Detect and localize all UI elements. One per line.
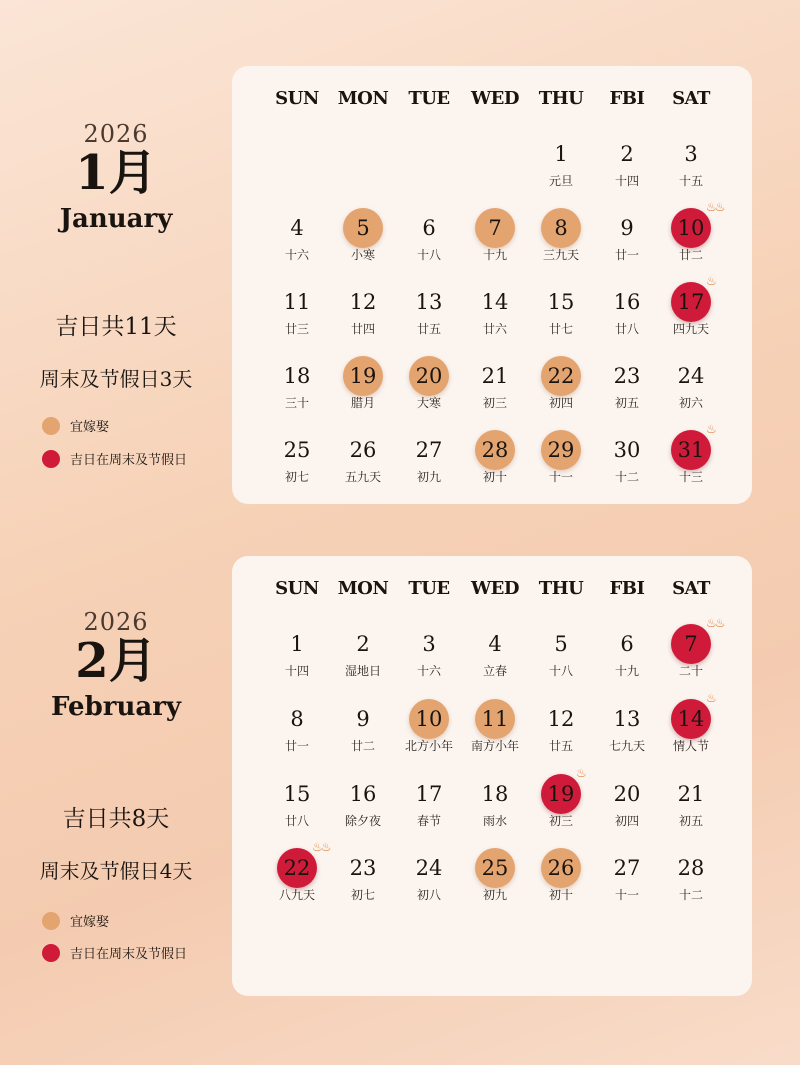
day-number: 26	[349, 438, 377, 462]
day-cell[interactable]	[328, 282, 398, 348]
lunar-label: 廿四	[350, 322, 375, 336]
lunar-label: 初四	[614, 814, 639, 828]
lunar-label: 十九	[482, 248, 507, 262]
day-number: 12	[349, 290, 377, 314]
lunar-label: 除夕夜	[344, 814, 381, 828]
fire-icon: ♨	[706, 422, 715, 436]
day-cell[interactable]	[460, 699, 530, 765]
weekday-header-wed: WED	[470, 578, 520, 599]
day-cell[interactable]	[526, 208, 596, 274]
day-cell[interactable]	[460, 208, 530, 274]
day-cell[interactable]	[394, 774, 464, 840]
weekday-header-thu: THU	[538, 88, 584, 109]
day-cell[interactable]	[592, 699, 662, 765]
month-cn-label: 2月	[75, 633, 157, 689]
lunar-label: 小寒	[350, 248, 375, 262]
day-cell[interactable]	[592, 848, 662, 914]
lunar-label: 廿五	[548, 739, 573, 753]
lunar-label: 二十	[678, 664, 703, 678]
day-number: 6	[620, 632, 634, 656]
day-number: 3	[422, 632, 436, 656]
good-days-summary	[0, 308, 232, 341]
lunar-label: 初四	[548, 396, 573, 410]
day-cell[interactable]	[656, 356, 726, 422]
weekday-header-fbi: FBI	[609, 88, 645, 109]
day-cell[interactable]	[526, 430, 596, 496]
day-number: 21	[481, 364, 509, 388]
day-number: 31	[677, 438, 705, 462]
day-number: 30	[613, 438, 641, 462]
day-number: 25	[481, 856, 509, 880]
legend-orange-label: 宜嫁娶	[70, 915, 110, 930]
day-number: 19	[547, 782, 575, 806]
legend-red	[42, 943, 187, 962]
orange-dot-icon	[42, 912, 60, 930]
weekday-header-tue: TUE	[408, 88, 450, 109]
day-cell[interactable]	[262, 356, 332, 422]
day-cell[interactable]	[592, 356, 662, 422]
day-cell[interactable]	[656, 134, 726, 200]
weekend-summary	[0, 855, 232, 884]
day-number: 17	[415, 782, 443, 806]
lunar-label: 初五	[678, 814, 703, 828]
weekday-header-mon: MON	[337, 578, 389, 599]
legend-red-label: 吉日在周末及节假日	[70, 453, 188, 468]
lunar-label: 廿八	[284, 814, 309, 828]
day-cell[interactable]	[592, 208, 662, 274]
day-cell[interactable]	[526, 848, 596, 914]
day-cell[interactable]	[526, 766, 596, 840]
year-label: 2026	[83, 608, 149, 636]
lunar-label: 初七	[284, 470, 309, 484]
day-cell[interactable]	[328, 208, 398, 274]
day-number: 14	[677, 707, 705, 731]
day-number: 4	[488, 632, 502, 656]
lunar-label: 初十	[548, 888, 573, 902]
lunar-label: 廿二	[350, 739, 375, 753]
lunar-label: 十四	[614, 174, 639, 188]
day-cell[interactable]	[460, 356, 530, 422]
day-number: 17	[677, 290, 705, 314]
lunar-label: 十一	[614, 888, 639, 902]
weekday-header-wed: WED	[470, 88, 520, 109]
day-number: 18	[481, 782, 509, 806]
fire-icon: ♨	[706, 691, 715, 705]
lunar-label: 初三	[482, 396, 507, 410]
day-cell[interactable]	[394, 356, 464, 422]
lunar-label: 廿三	[284, 322, 309, 336]
weekday-header-tue: TUE	[408, 578, 450, 599]
lunar-label: 十六	[284, 248, 309, 262]
day-number: 15	[283, 782, 311, 806]
day-cell[interactable]	[328, 430, 398, 496]
day-cell[interactable]	[328, 356, 398, 422]
legend-orange-label: 宜嫁娶	[70, 420, 110, 435]
lunar-label: 湿地日	[344, 664, 381, 678]
lunar-label: 三十	[284, 396, 309, 410]
red-dot-icon	[42, 450, 60, 468]
lunar-label: 三九天	[542, 248, 579, 262]
lunar-label: 初九	[416, 470, 441, 484]
lunar-label: 十三	[678, 470, 703, 484]
day-number: 1	[290, 632, 304, 656]
weekday-header-sat: SAT	[672, 88, 710, 109]
day-cell[interactable]	[262, 208, 332, 274]
lunar-label: 初十	[482, 470, 507, 484]
month-en-label: February	[50, 692, 181, 723]
day-cell[interactable]	[460, 774, 530, 840]
red-dot-icon	[42, 944, 60, 962]
legend-red	[42, 449, 187, 468]
weekday-header-sat: SAT	[672, 578, 710, 599]
day-number: 2	[356, 632, 370, 656]
day-number: 9	[356, 707, 370, 731]
lunar-label: 腊月	[350, 396, 375, 410]
fire-icon: ♨♨	[706, 616, 724, 630]
orange-dot-icon	[42, 417, 60, 435]
day-cell[interactable]	[526, 134, 596, 200]
lunar-label: 初五	[614, 396, 639, 410]
day-cell[interactable]	[592, 774, 662, 840]
day-number: 12	[547, 707, 575, 731]
day-cell[interactable]	[328, 848, 398, 914]
fire-icon: ♨	[706, 274, 715, 288]
day-number: 24	[415, 856, 443, 880]
lunar-label: 北方小年	[404, 739, 453, 753]
lunar-label: 春节	[416, 814, 441, 828]
day-number: 20	[415, 364, 443, 388]
calendar-card-january	[232, 66, 752, 504]
lunar-label: 十四	[284, 664, 309, 678]
day-number: 21	[677, 782, 705, 806]
lunar-label: 五九天	[344, 470, 381, 484]
day-cell[interactable]	[592, 430, 662, 496]
day-cell[interactable]	[394, 208, 464, 274]
day-cell[interactable]	[460, 624, 530, 690]
day-number: 23	[613, 364, 641, 388]
year-label: 2026	[83, 120, 149, 148]
lunar-label: 南方小年	[470, 739, 519, 753]
day-cell[interactable]	[394, 848, 464, 914]
day-number: 5	[554, 632, 568, 656]
month-cn-label: 1月	[75, 145, 157, 201]
day-cell[interactable]	[656, 848, 726, 914]
day-number: 13	[613, 707, 641, 731]
lunar-label: 初七	[350, 888, 375, 902]
lunar-label: 十二	[614, 470, 639, 484]
day-number: 9	[620, 216, 634, 240]
day-cell[interactable]	[262, 624, 332, 690]
day-number: 13	[415, 290, 443, 314]
weekday-header-thu: THU	[538, 578, 584, 599]
fire-icon: ♨♨	[312, 840, 330, 854]
lunar-label: 十八	[548, 664, 573, 678]
lunar-label: 廿七	[548, 322, 573, 336]
lunar-label: 廿一	[614, 248, 639, 262]
day-cell[interactable]	[394, 282, 464, 348]
day-number: 22	[547, 364, 575, 388]
day-number: 4	[290, 216, 304, 240]
day-number: 10	[415, 707, 443, 731]
good-days-count: 吉日共8天	[62, 806, 170, 832]
lunar-label: 七九天	[608, 739, 645, 753]
good-days-count: 吉日共11天	[55, 314, 177, 340]
day-number: 10	[677, 216, 705, 240]
day-cell[interactable]	[592, 134, 662, 200]
day-cell[interactable]	[656, 274, 726, 348]
lunar-label: 情人节	[672, 739, 709, 753]
day-cell[interactable]	[262, 774, 332, 840]
lunar-label: 十六	[416, 664, 441, 678]
month-en-label: January	[59, 204, 173, 235]
day-cell[interactable]	[526, 356, 596, 422]
day-cell[interactable]	[394, 699, 464, 765]
day-cell[interactable]	[328, 624, 398, 690]
lunar-label: 立春	[482, 664, 507, 678]
fire-icon: ♨♨	[706, 200, 724, 214]
day-number: 25	[283, 438, 311, 462]
legend-orange	[42, 416, 109, 435]
day-cell[interactable]	[592, 624, 662, 690]
lunar-label: 廿五	[416, 322, 441, 336]
day-cell[interactable]	[526, 282, 596, 348]
month-side-panel	[0, 120, 232, 234]
weekday-header-sun: SUN	[275, 88, 319, 109]
lunar-label: 廿一	[284, 739, 309, 753]
lunar-label: 十八	[416, 248, 441, 262]
lunar-label: 十九	[614, 664, 639, 678]
day-cell[interactable]	[656, 200, 726, 274]
day-number: 11	[481, 707, 509, 731]
day-number: 15	[547, 290, 575, 314]
day-number: 23	[349, 856, 377, 880]
day-cell[interactable]	[394, 624, 464, 690]
lunar-label: 初三	[548, 814, 573, 828]
weekday-header-fbi: FBI	[609, 578, 645, 599]
day-number: 26	[547, 856, 575, 880]
day-cell[interactable]	[526, 699, 596, 765]
lunar-label: 初九	[482, 888, 507, 902]
day-number: 5	[356, 216, 370, 240]
day-cell[interactable]	[394, 430, 464, 496]
day-cell[interactable]	[656, 422, 726, 496]
day-number: 2	[620, 142, 634, 166]
good-days-summary	[0, 800, 232, 833]
day-number: 20	[613, 782, 641, 806]
weekend-holiday-count: 周末及节假日3天	[39, 367, 193, 391]
day-cell[interactable]	[460, 430, 530, 496]
day-number: 7	[684, 632, 698, 656]
day-number: 3	[684, 142, 698, 166]
day-cell[interactable]	[592, 282, 662, 348]
day-number: 22	[283, 856, 311, 880]
lunar-label: 八九天	[278, 888, 315, 902]
day-cell[interactable]	[262, 430, 332, 496]
lunar-label: 四九天	[672, 322, 709, 336]
day-cell[interactable]	[262, 840, 332, 914]
lunar-label: 初八	[416, 888, 441, 902]
day-cell[interactable]	[656, 774, 726, 840]
day-number: 27	[415, 438, 443, 462]
day-cell[interactable]	[328, 774, 398, 840]
day-number: 8	[554, 216, 568, 240]
day-number: 6	[422, 216, 436, 240]
day-cell[interactable]	[262, 699, 332, 765]
day-number: 14	[481, 290, 509, 314]
legend-orange	[42, 911, 109, 930]
day-cell[interactable]	[656, 616, 726, 690]
day-cell[interactable]	[328, 699, 398, 765]
weekday-header-mon: MON	[337, 88, 389, 109]
calendar-card-february	[232, 556, 752, 996]
day-number: 27	[613, 856, 641, 880]
lunar-label: 雨水	[482, 814, 507, 828]
month-side-panel	[0, 608, 232, 722]
lunar-label: 元旦	[548, 174, 573, 188]
fire-icon: ♨	[576, 766, 585, 780]
day-cell[interactable]	[262, 282, 332, 348]
day-cell[interactable]	[460, 848, 530, 914]
weekend-holiday-count: 周末及节假日4天	[39, 859, 193, 883]
day-number: 1	[554, 142, 568, 166]
day-number: 16	[349, 782, 377, 806]
lunar-label: 十一	[548, 470, 573, 484]
day-number: 19	[349, 364, 377, 388]
day-number: 18	[283, 364, 311, 388]
weekend-summary	[0, 363, 232, 392]
weekday-header-sun: SUN	[275, 578, 319, 599]
lunar-label: 大寒	[416, 396, 441, 410]
legend-red-label: 吉日在周末及节假日	[70, 947, 188, 962]
day-number: 29	[547, 438, 575, 462]
day-cell[interactable]	[460, 282, 530, 348]
lunar-label: 十五	[678, 174, 703, 188]
day-number: 28	[481, 438, 509, 462]
day-number: 28	[677, 856, 705, 880]
day-number: 16	[613, 290, 641, 314]
day-number: 7	[488, 216, 502, 240]
day-number: 8	[290, 707, 304, 731]
day-cell[interactable]	[656, 691, 726, 765]
day-number: 24	[677, 364, 705, 388]
day-cell[interactable]	[526, 624, 596, 690]
lunar-label: 廿八	[614, 322, 639, 336]
day-number: 11	[283, 290, 311, 314]
lunar-label: 十二	[678, 888, 703, 902]
lunar-label: 廿二	[678, 248, 703, 262]
lunar-label: 廿六	[482, 322, 507, 336]
lunar-label: 初六	[678, 396, 703, 410]
